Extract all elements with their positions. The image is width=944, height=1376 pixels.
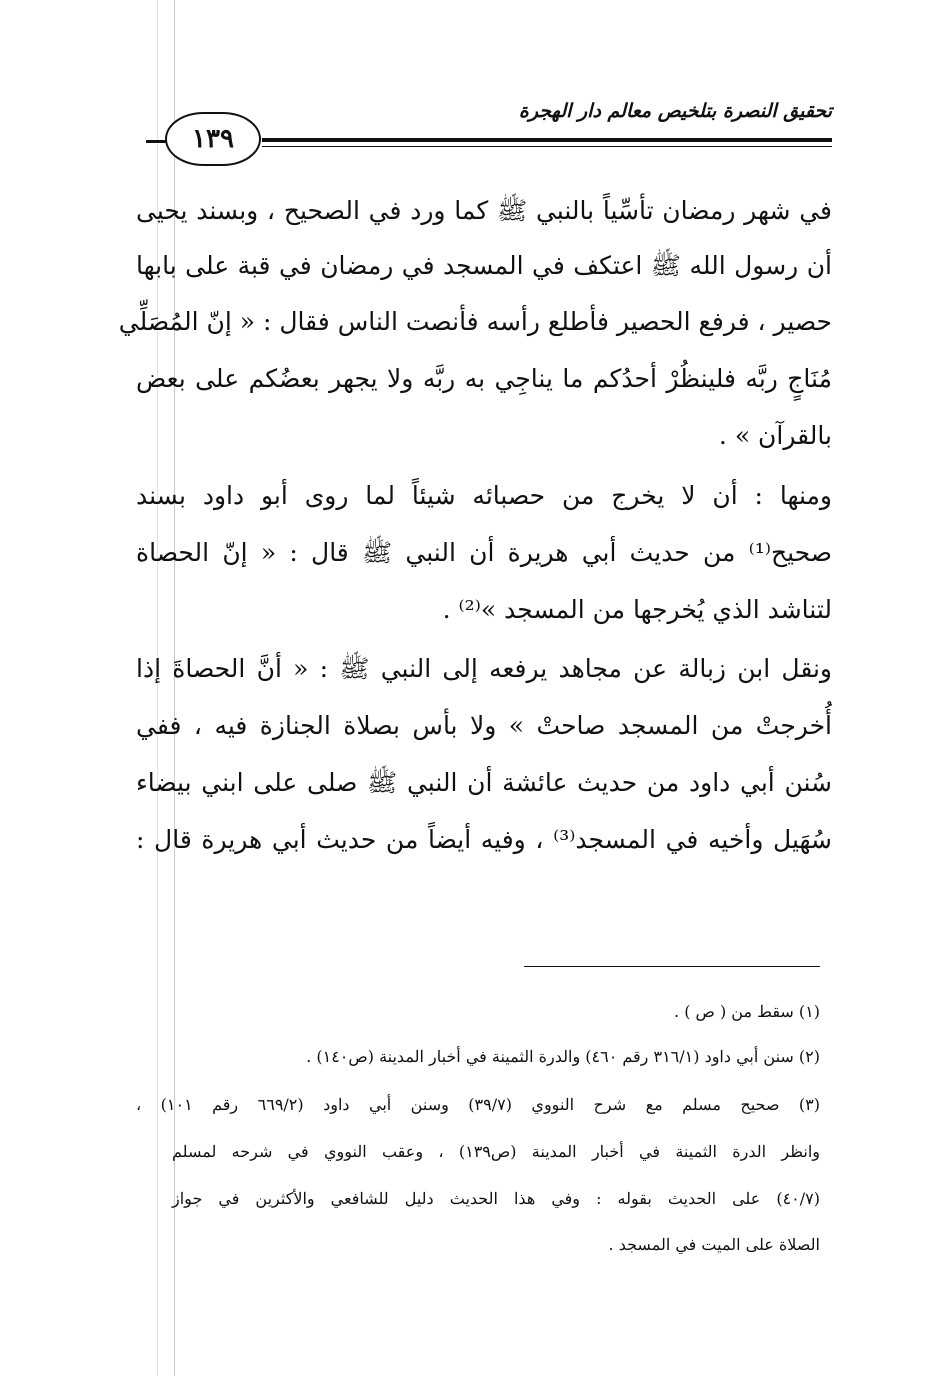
- body-line: أن رسول الله ﷺ اعتكف في المسجد في رمضان في قبة على بابها: [136, 251, 832, 280]
- footnote-line: الصلاة على الميت في المسجد .: [608, 1235, 820, 1254]
- body-line: لتناشد الذي يُخرجها من المسجد »⁽²⁾ .: [442, 595, 832, 624]
- footnote-separator: [524, 966, 820, 967]
- body-line: صحيح⁽¹⁾ من حديث أبي هريرة أن النبي ﷺ قال : « إنّ الحصاة: [136, 538, 832, 567]
- header-rule-thin: [262, 146, 832, 147]
- body-line: سُنن أبي داود من حديث عائشة أن النبي ﷺ صلى على ابني بيضاء: [136, 768, 832, 797]
- footnote-line: (٤٠/٧) على الحديث بقوله : وفي هذا الحديث دليل للشافعي والأكثرين في جواز: [172, 1189, 820, 1208]
- body-line: بالقرآن » .: [718, 421, 832, 450]
- body-line: أُخرجتْ من المسجد صاحتْ » ولا بأس بصلاة الجنازة فيه ، ففي: [136, 711, 832, 740]
- body-line: مُنَاجٍ ربَّه فلينظُرْ أحدُكم ما يناجِي به ربَّه ولا يجهر بعضُكم على بعض: [136, 364, 832, 393]
- body-line: في شهر رمضان تأسِّياً بالنبي ﷺ كما ورد في الصحيح ، وبسند يحيى: [136, 196, 832, 225]
- body-line: ونقل ابن زبالة عن مجاهد يرفعه إلى النبي ﷺ : « أنَّ الحصاةَ إذا: [136, 654, 832, 683]
- footnote-line: (١) سقط من ( ص ) .: [674, 1002, 820, 1021]
- page-number: ١٣٩: [165, 112, 261, 166]
- body-line: سُهَيل وأخيه في المسجد⁽³⁾ ، وفيه أيضاً من حديث أبي هريرة قال :: [136, 825, 832, 854]
- footnote-line: (٢) سنن أبي داود (٣١٦/١ رقم ٤٦٠) والدرة الثمينة في أخبار المدينة (ص١٤٠) .: [306, 1047, 820, 1066]
- body-line: حصير ، فرفع الحصير فأطلع رأسه فأنصت الناس فقال : « إنّ المُصَلِّي: [118, 307, 832, 336]
- footnote-line: (٣) صحيح مسلم مع شرح النووي (٣٩/٧) وسنن أبي داود (٦٦٩/٢ رقم ١٠١) ،: [136, 1095, 821, 1114]
- running-title: تحقيق النصرة بتلخيص معالم دار الهجرة: [518, 100, 832, 122]
- footnote-line: وانظر الدرة الثمينة في أخبار المدينة (ص١٣٩) ، وعقب النووي في شرحه لمسلم: [172, 1142, 821, 1161]
- body-line: ومنها : أن لا يخرج من حصبائه شيئاً لما روى أبو داود بسند: [136, 481, 832, 510]
- header-rule: [262, 138, 832, 142]
